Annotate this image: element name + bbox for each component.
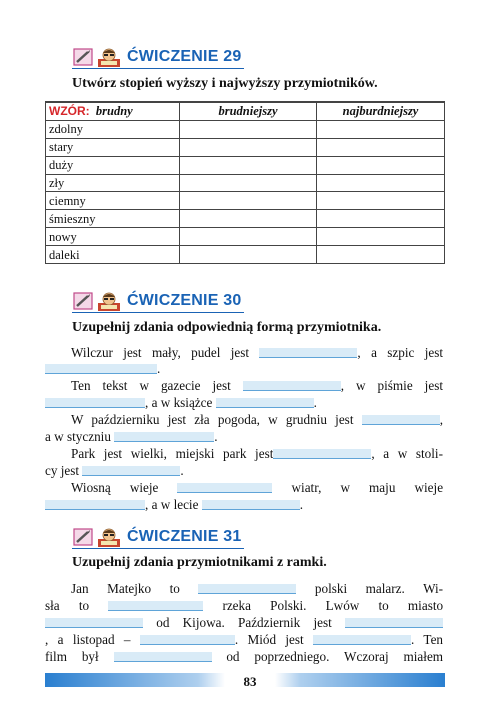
exercise-29-underline bbox=[72, 68, 244, 69]
text-line bbox=[45, 479, 443, 498]
sentence-text: był bbox=[81, 649, 99, 664]
answer-blank[interactable] bbox=[114, 652, 212, 662]
answer-blank[interactable] bbox=[345, 618, 443, 628]
exercise-31-heading bbox=[72, 525, 241, 549]
sentence-text: maju bbox=[369, 480, 396, 495]
table-cell: zły bbox=[46, 174, 180, 192]
text-line bbox=[45, 411, 443, 430]
table-cell: stary bbox=[46, 138, 180, 156]
text-line bbox=[45, 360, 443, 379]
answer-blank[interactable] bbox=[362, 415, 440, 425]
sentence-text: od bbox=[156, 615, 170, 630]
sentence-text: , a w książce bbox=[145, 395, 213, 410]
answer-cell[interactable] bbox=[180, 138, 317, 156]
table-row bbox=[46, 174, 445, 192]
sentence-text: . Miód jest bbox=[234, 632, 304, 647]
exercise-30-title: ĆWICZENIE 30 bbox=[127, 292, 242, 309]
exercise-31-underline bbox=[72, 548, 244, 549]
answer-cell[interactable] bbox=[180, 228, 317, 246]
sentence-text: to bbox=[169, 581, 180, 596]
answer-blank[interactable] bbox=[177, 483, 272, 493]
wzor-label: WZÓR: bbox=[49, 104, 90, 119]
sentence-text: rzeka bbox=[222, 598, 251, 613]
text-line bbox=[45, 377, 443, 396]
table-row bbox=[46, 138, 445, 156]
text-line bbox=[45, 462, 443, 481]
sentence-text: , a szpic jest bbox=[357, 345, 444, 360]
sentence-text: Polski. bbox=[270, 598, 307, 613]
answer-cell[interactable] bbox=[317, 120, 445, 138]
header-positive: brudny bbox=[95, 104, 133, 119]
answer-blank[interactable] bbox=[45, 398, 145, 408]
sentence-text: poprzedniego. bbox=[254, 649, 330, 664]
sentence-text: to bbox=[78, 598, 90, 613]
sentence-text: , a w stoli- bbox=[371, 446, 443, 461]
answer-cell[interactable] bbox=[317, 246, 445, 264]
sentence-text: . bbox=[299, 497, 304, 512]
answer-blank[interactable] bbox=[45, 500, 145, 510]
footer-bar-left bbox=[45, 673, 225, 687]
sentence-text: . bbox=[313, 395, 317, 410]
pencil-paper-icon bbox=[72, 291, 94, 311]
sentence-text: Kijowa. bbox=[182, 615, 225, 630]
sentence-text: W październiku jest zła pogoda, w grudniu jest bbox=[71, 412, 354, 427]
sentence-text: Wczoraj bbox=[344, 649, 389, 664]
table-cell: daleki bbox=[46, 246, 180, 264]
answer-blank[interactable] bbox=[82, 466, 180, 476]
sentence-text: wieje bbox=[129, 480, 159, 495]
pencil-paper-icon bbox=[72, 47, 94, 67]
sentence-text: . bbox=[180, 463, 184, 478]
text-line bbox=[45, 445, 443, 464]
text-line bbox=[45, 428, 443, 447]
answer-cell[interactable] bbox=[180, 192, 317, 210]
answer-blank[interactable] bbox=[243, 381, 341, 391]
sentence-text: Wiosną bbox=[71, 480, 111, 495]
exercise-31-text bbox=[45, 580, 443, 665]
answer-cell[interactable] bbox=[180, 120, 317, 138]
sentence-text: wiatr, bbox=[291, 480, 322, 495]
sentence-text: to bbox=[378, 598, 389, 613]
student-reading-icon bbox=[97, 290, 121, 312]
answer-blank[interactable] bbox=[45, 618, 143, 628]
table-header-cell bbox=[46, 102, 180, 120]
sentence-text: , bbox=[439, 412, 443, 427]
table-cell: ciemny bbox=[46, 192, 180, 210]
sentence-text: miałem bbox=[403, 649, 444, 664]
answer-cell[interactable] bbox=[180, 174, 317, 192]
sentence-text: sła bbox=[45, 598, 60, 613]
sentence-text: film bbox=[45, 649, 67, 664]
sentence-text: cy jest bbox=[45, 463, 80, 478]
text-line bbox=[45, 631, 443, 650]
sentence-text: , w piśmie jest bbox=[340, 378, 443, 393]
table-row bbox=[46, 210, 445, 228]
table-cell: nowy bbox=[46, 228, 180, 246]
exercise-30-text bbox=[45, 344, 444, 512]
exercise-30-instruction: Uzupełnij zdania odpowiednią formą przymiotnika. bbox=[72, 320, 382, 335]
answer-cell[interactable] bbox=[180, 210, 317, 228]
table-cell: duży bbox=[46, 156, 180, 174]
answer-cell[interactable] bbox=[317, 192, 445, 210]
table-row bbox=[46, 156, 445, 174]
sentence-text: Lwów bbox=[325, 598, 360, 613]
table-cell: śmieszny bbox=[46, 210, 180, 228]
exercise-29-heading bbox=[72, 45, 241, 69]
answer-cell[interactable] bbox=[317, 210, 445, 228]
sentence-text: Matejko bbox=[107, 581, 152, 596]
exercise-31-instruction: Uzupełnij zdania przymiotnikami z ramki. bbox=[72, 555, 327, 570]
answer-blank[interactable] bbox=[198, 584, 296, 594]
sentence-text: . Ten bbox=[411, 632, 444, 647]
answer-cell[interactable] bbox=[317, 228, 445, 246]
answer-blank[interactable] bbox=[108, 601, 203, 611]
table-cell: zdolny bbox=[46, 120, 180, 138]
exercise-29-instruction: Utwórz stopień wyższy i najwyższy przymiotników. bbox=[72, 76, 378, 91]
text-line bbox=[45, 614, 443, 633]
footer-bar-right bbox=[275, 673, 445, 687]
answer-blank[interactable] bbox=[259, 348, 357, 358]
text-line bbox=[45, 580, 443, 599]
sentence-text: . bbox=[157, 361, 161, 376]
table-row bbox=[46, 120, 445, 138]
answer-cell[interactable] bbox=[180, 246, 317, 264]
text-line bbox=[45, 496, 443, 515]
sentence-text: a w styczniu bbox=[45, 429, 111, 444]
page-number: 83 bbox=[243, 674, 257, 689]
answer-cell[interactable] bbox=[317, 174, 445, 192]
table-row bbox=[46, 192, 445, 210]
student-reading-icon bbox=[97, 46, 121, 68]
sentence-text: Jan bbox=[71, 581, 89, 596]
pencil-paper-icon bbox=[72, 527, 94, 547]
sentence-text: malarz. bbox=[365, 581, 405, 596]
answer-blank[interactable] bbox=[45, 364, 157, 374]
adjective-table bbox=[45, 101, 445, 264]
sentence-text: . bbox=[214, 429, 218, 444]
answer-cell[interactable] bbox=[317, 156, 445, 174]
header-superlative: najburdniejszy bbox=[317, 102, 445, 120]
sentence-text: Ten tekst w gazecie jest bbox=[71, 378, 231, 393]
answer-blank[interactable] bbox=[202, 500, 300, 510]
exercise-30-heading bbox=[72, 289, 241, 313]
sentence-text: miasto bbox=[407, 598, 444, 613]
text-line bbox=[45, 394, 443, 413]
sentence-text: Wi- bbox=[423, 581, 444, 596]
exercise-30-underline bbox=[72, 312, 244, 313]
answer-blank[interactable] bbox=[313, 635, 411, 645]
table-row bbox=[46, 228, 445, 246]
answer-blank[interactable] bbox=[273, 449, 371, 459]
answer-cell[interactable] bbox=[180, 156, 317, 174]
sentence-text: Wilczur jest mały, pudel jest bbox=[71, 345, 250, 360]
sentence-text: w bbox=[340, 480, 350, 495]
header-comparative: brudniejszy bbox=[180, 102, 317, 120]
answer-blank[interactable] bbox=[140, 635, 235, 645]
exercise-31-title: ĆWICZENIE 31 bbox=[127, 528, 242, 545]
text-line bbox=[45, 648, 443, 667]
sentence-text: od bbox=[226, 649, 240, 664]
table-row bbox=[46, 246, 445, 264]
student-reading-icon bbox=[97, 526, 121, 548]
sentence-text: jest bbox=[313, 615, 332, 630]
sentence-text: polski bbox=[314, 581, 348, 596]
sentence-text: wieje bbox=[414, 480, 444, 495]
answer-cell[interactable] bbox=[317, 138, 445, 156]
sentence-text: Październik bbox=[238, 615, 301, 630]
answer-blank[interactable] bbox=[114, 432, 214, 442]
answer-blank[interactable] bbox=[216, 398, 314, 408]
sentence-text: , a w lecie bbox=[145, 497, 199, 512]
text-line bbox=[45, 597, 443, 616]
sentence-text: Park jest wielki, miejski park jest bbox=[71, 446, 274, 461]
table-header-row bbox=[46, 102, 445, 120]
exercise-29-title: ĆWICZENIE 29 bbox=[127, 48, 242, 65]
sentence-text: , a listopad – bbox=[45, 632, 131, 647]
